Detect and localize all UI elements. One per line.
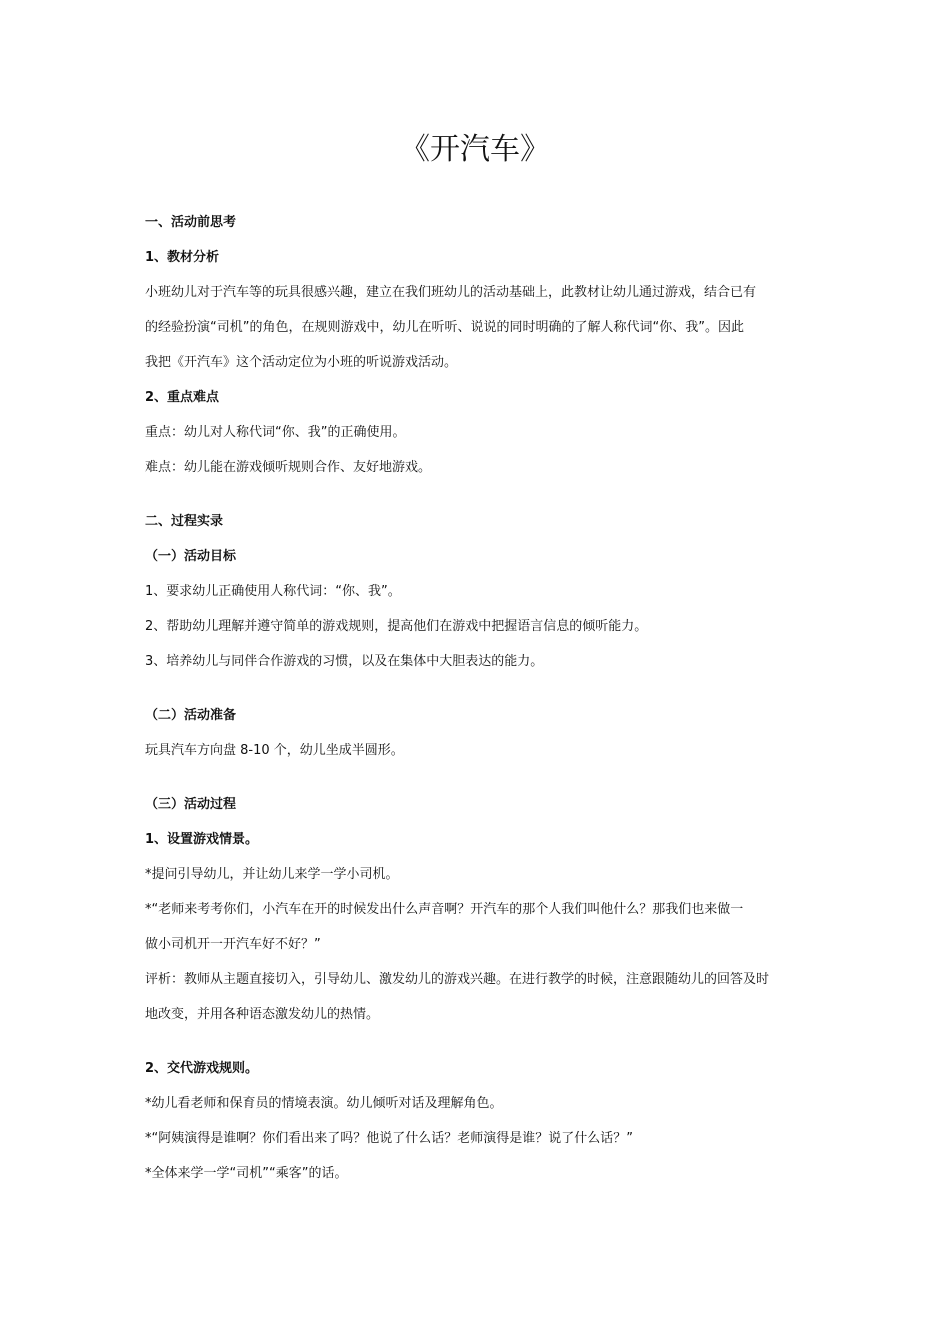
step2-line: *幼儿看老师和保育员的情境表演。幼儿倾听对话及理解角色。 xyxy=(145,1096,503,1111)
step1-commentary-line: 地改变，并用各种语态激发幼儿的热情。 xyxy=(145,1007,380,1022)
goal-item: 3、培养幼儿与同伴合作游戏的习惯，以及在集体中大胆表达的能力。 xyxy=(145,654,544,669)
preparation-text: 玩具汽车方向盘 8-10 个，幼儿坐成半圆形。 xyxy=(145,743,404,758)
goal-item: 2、帮助幼儿理解并遵守简单的游戏规则，提高他们在游戏中把握语言信息的倾听能力。 xyxy=(145,619,648,634)
key-point-text: 重点：幼儿对人称代词“你、我”的正确使用。 xyxy=(145,425,406,440)
step2-line: *“阿姨演得是谁啊？你们看出来了吗？他说了什么话？老师演得是谁？说了什么话？” xyxy=(145,1131,633,1146)
subheading-preparation: （二）活动准备 xyxy=(145,708,237,723)
section-heading-pre-activity: 一、活动前思考 xyxy=(145,215,237,230)
subheading-material-analysis: 1、教材分析 xyxy=(145,250,220,265)
goal-item: 1、要求幼儿正确使用人称代词：“你、我”。 xyxy=(145,584,401,599)
subheading-key-points: 2、重点难点 xyxy=(145,390,220,405)
paragraph-line: 的经验扮演“司机”的角色，在规则游戏中，幼儿在听听、说说的同时明确的了解人称代词“你、我”。因此 xyxy=(145,320,744,335)
step1-line: *提问引导幼儿，并让幼儿来学一学小司机。 xyxy=(145,867,399,882)
step2-heading: 2、交代游戏规则。 xyxy=(145,1061,259,1076)
section-heading-process: 二、过程实录 xyxy=(145,514,224,529)
document-title: 《开汽车》 xyxy=(400,132,550,167)
paragraph-line: 小班幼儿对于汽车等的玩具很感兴趣，建立在我们班幼儿的活动基础上，此教材让幼儿通过游戏，结合已有 xyxy=(145,285,757,300)
paragraph-line: 我把《开汽车》这个活动定位为小班的听说游戏活动。 xyxy=(145,355,458,370)
step1-line: 做小司机开一开汽车好不好？” xyxy=(145,937,321,952)
subheading-goals: （一）活动目标 xyxy=(145,549,237,564)
step2-line: *全体来学一学“司机”“乘客”的话。 xyxy=(145,1166,348,1181)
step1-heading: 1、设置游戏情景。 xyxy=(145,832,259,847)
difficulty-text: 难点：幼儿能在游戏倾听规则合作、友好地游戏。 xyxy=(145,460,432,475)
step1-commentary-line: 评析：教师从主题直接切入，引导幼儿、激发幼儿的游戏兴趣。在进行教学的时候，注意跟随幼儿的回答及时 xyxy=(145,972,770,987)
step1-line: *“老师来考考你们，小汽车在开的时候发出什么声音啊？开汽车的那个人我们叫他什么？那我们也来做一 xyxy=(145,902,744,917)
subheading-process: （三）活动过程 xyxy=(145,797,237,812)
